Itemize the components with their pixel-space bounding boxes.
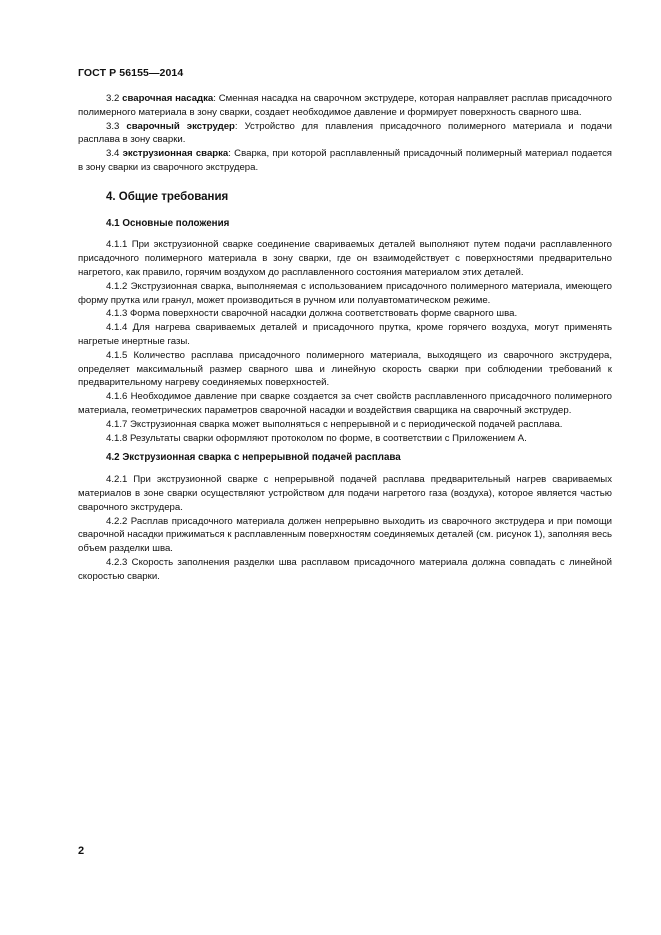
document-body — [78, 92, 612, 584]
definition-number: 3.2 — [106, 93, 120, 104]
subsection-heading: 4.2 Экструзионная сварка с непрерывной подачей расплава — [106, 452, 401, 464]
paragraph-4-2-3: 4.2.3 Скорость заполнения разделки шва расплавом присадочного материала должна совпадать с линейной скоростью сварки. — [78, 556, 612, 582]
document-header: ГОСТ Р 56155—2014 — [78, 67, 184, 79]
paragraph-4-1-8: 4.1.8 Результаты сварки оформляют протоколом по форме, в соответствии с Приложением А. — [106, 432, 527, 444]
definition-3-3 — [78, 120, 612, 148]
paragraph-4-1-3: 4.1.3 Форма поверхности сварочной насадки должна соответствовать форме сварного шва. — [106, 308, 518, 320]
definition-number: 3.4 — [106, 148, 120, 160]
paragraph-4-1-7: 4.1.7 Экструзионная сварка может выполняться с непрерывной и с периодической подачей расплава. — [106, 418, 563, 430]
subsection-heading: 4.1 Основные положения — [106, 217, 230, 229]
paragraph-4-1-1: 4.1.1 При экструзионной сварке соединение свариваемых деталей выполняют путем подачи расплавленного присадочного полимерного материала в зону сварки, где он взаимодействует с поверхностями предварительно нагретого, как правило, горячим воздухом до расплавленного состояния материалом этих деталей. — [78, 239, 612, 278]
paragraph-4-1-2: 4.1.2 Экструзионная сварка, выполняемая с использованием присадочного полимерного материала, имеющего форму прутка или гранул, может производиться в ручном или полуавтоматическом режиме. — [78, 280, 612, 306]
definition-3-4 — [78, 147, 612, 175]
definition-term: сварочная насадка — [122, 93, 214, 104]
paragraph-4-1-4: 4.1.4 Для нагрева свариваемых деталей и присадочного прутка, кроме горячего воздуха, могут применять нагретые инертные газы. — [78, 322, 612, 347]
page-number: 2 — [78, 845, 85, 857]
definition-text: : Сварка, при которой расплавленный присадочный полимерный материал подается в зону сварки из сварочного экструдера. — [78, 148, 612, 173]
paragraph-4-1-6: 4.1.6 Необходимое давление при сварке создается за счет свойств расплавленного присадочного полимерного материала, геометрических параметров сварочной насадки и воздействия сварщика на сварочный экструдер. — [78, 391, 612, 416]
paragraph-4-2-2: 4.2.2 Расплав присадочного материала должен непрерывно выходить из сварочного экструдера и при помощи сварочной насадки прижиматься к расплавленным поверхностям соединяемых деталей (см. рисунок 1), заполняя весь объем разделки шва. — [78, 515, 612, 555]
section-heading: 4. Общие требования — [106, 190, 229, 203]
definition-text: : Устройство для плавления присадочного полимерного материала и подачи расплава в зону сварки. — [78, 120, 612, 146]
paragraph-4-2-1: 4.2.1 При экструзионной сварке с непрерывной подачей расплава предварительный нагрев свариваемых материалов в зоне сварки осуществляют устройством для подачи нагретого газа (воздуха), которое является частью сварочного экструдера. — [78, 474, 612, 513]
definition-term: сварочный экструдер — [126, 120, 235, 132]
definition-text: : Сменная насадка на сварочном экструдере, которая направляет расплав присадочного полимерного материала в зону сварки, создает необходимое давление и формирует поверхность сварного шва. — [78, 93, 612, 118]
definition-3-2 — [78, 92, 612, 120]
definition-term: экструзионная сварка — [122, 148, 229, 160]
definition-number: 3.3 — [106, 120, 120, 132]
paragraph-4-1-5: 4.1.5 Количество расплава присадочного полимерного материала, выходящего из сварочного экструдера, определяет максимальный размер сварного шва и линейную скорость сварки при соблюдении требований к предварительному нагреву соединяемых поверхностей. — [78, 349, 612, 389]
